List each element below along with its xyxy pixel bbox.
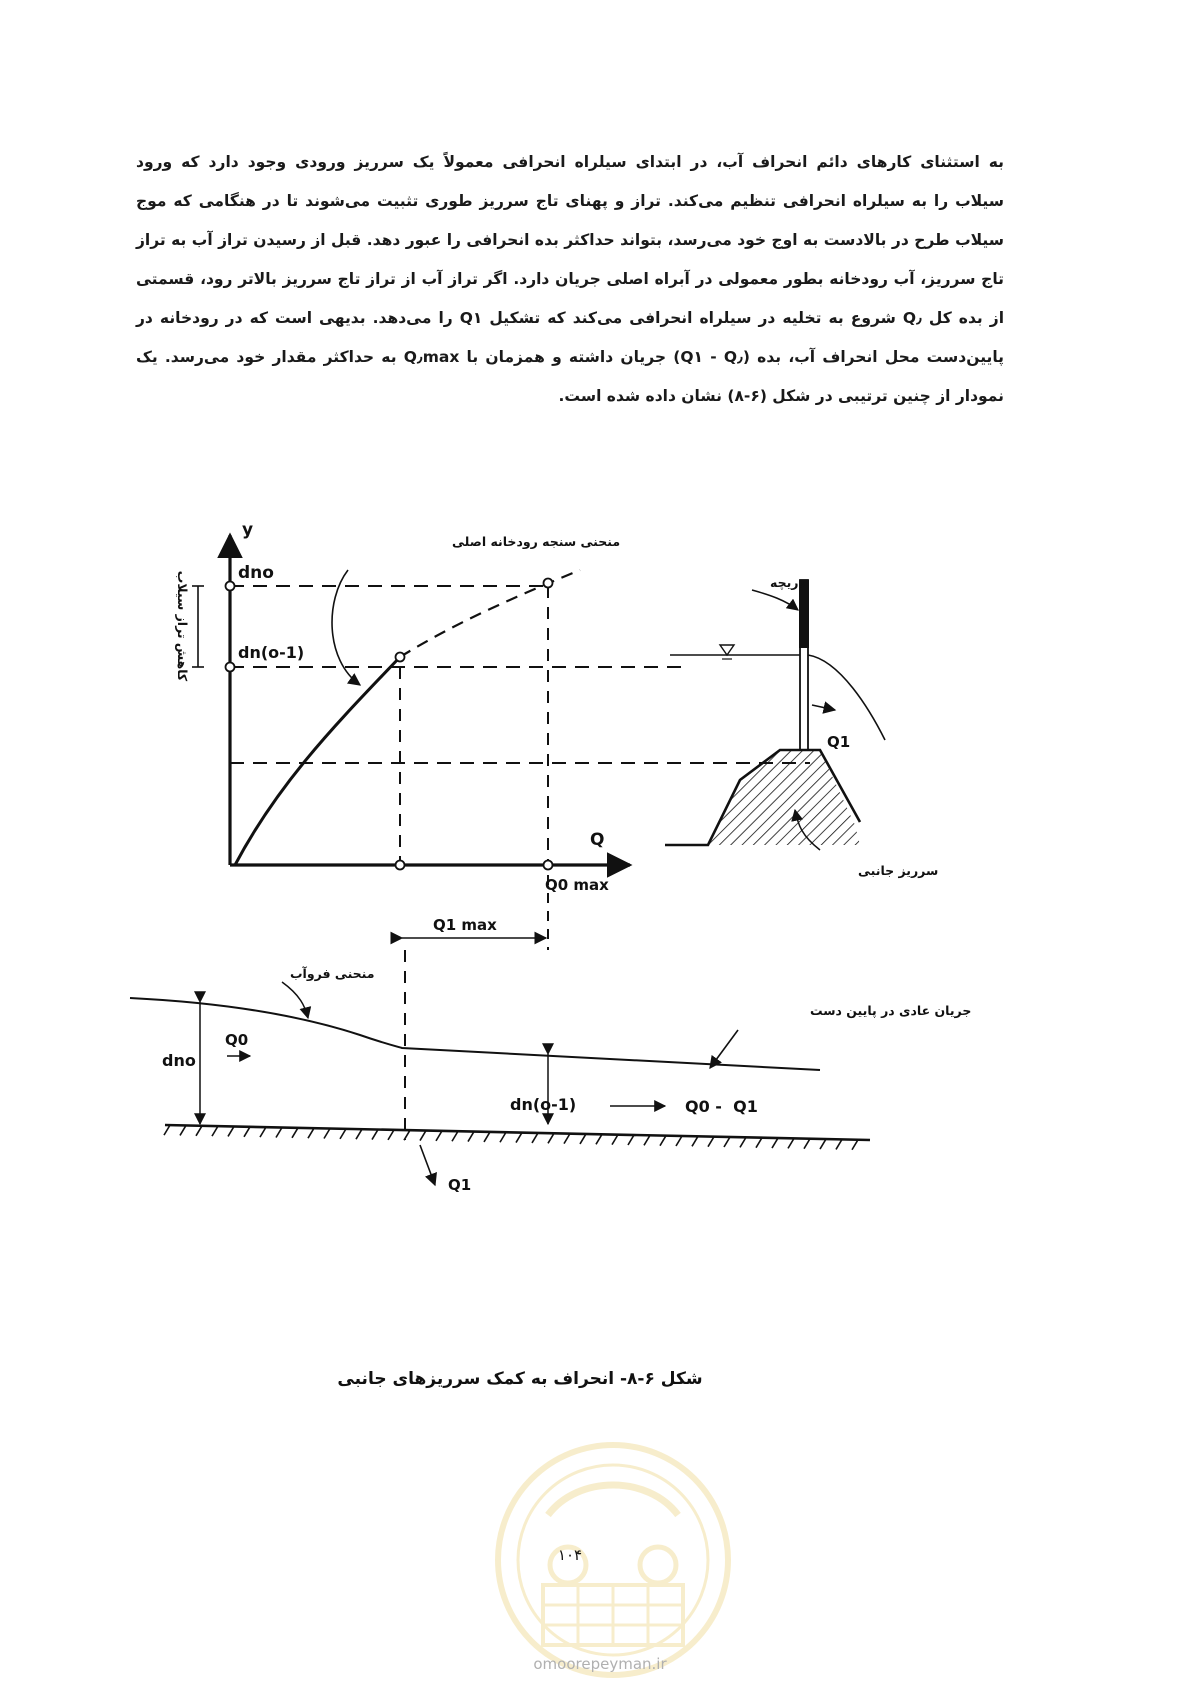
bed-hatch-tick [516,1133,522,1143]
bed-hatch-tick [692,1136,698,1146]
drawdown-pointer [282,982,308,1018]
q-axis-label: Q [590,830,605,850]
gate-label: دریچه [770,575,805,590]
figure-caption: شکل ۶-۸- انحراف به کمک سرریزهای جانبی [337,1369,703,1389]
q0max-label: Q0 max [545,876,609,894]
bed-hatch-tick [756,1138,762,1148]
bed-hatch-tick [500,1132,506,1142]
level-drop-label: کاهش تراز سیلاب [175,570,190,682]
body-paragraph [136,143,1004,416]
side-weir-section [665,575,938,878]
gate-pointer [752,590,798,610]
rating-curve-label: منحنی سنجه رودخانه اصلی [452,534,621,549]
bed-hatch-tick [772,1138,778,1148]
bed-hatch-tick [292,1128,298,1138]
bed-hatch-tick [404,1130,410,1140]
paragraph-line: پایین‌دست محل انحراف آب، بده (Q٫ - Q١) جریان داشته و همزمان با Q٫max به حداکثر مقدار خود می‌رسد. یک [136,348,1004,366]
q1-top-label: Q1 [827,733,851,751]
bed-hatch-tick [740,1137,746,1147]
point-dn-o1-curve [396,653,405,662]
side-weir-label: سرریز جانبی [858,863,939,878]
channel-bed [165,1125,870,1140]
bed-hatch-tick [564,1134,570,1144]
dno-label: dno [238,563,274,583]
point-dno-axis [226,582,235,591]
overflow-arrow [812,705,835,710]
bed-hatch-tick [372,1130,378,1140]
bed-hatch-tick [308,1128,314,1138]
side-weir-diagram [130,520,972,1300]
paragraph-line: به استثنای کارهای دائم انحراف آب، در ابتدای سیلراه انحرافی معمولاً یک سرریز ورودی وجود دارد که ورود [136,153,1004,171]
bed-hatch-tick [548,1133,554,1143]
point-q1-axis [396,861,405,870]
water-surface-triangle [720,645,734,655]
dno-bottom-label: dno [162,1051,196,1070]
bed-hatch-tick [356,1129,362,1139]
bed-hatch-tick [580,1134,586,1144]
drawdown-curve-label: منحنی فروآب [290,966,375,981]
bed-hatch-tick [596,1134,602,1144]
q1-bottom-arrow [420,1145,435,1185]
bed-hatch-tick [484,1132,490,1142]
bed-hatch-tick [340,1129,346,1139]
bed-hatch-tick [788,1138,794,1148]
point-dno-curve [544,579,553,588]
rating-curve [235,657,400,865]
dn-o1-label: dn(o-1) [238,643,305,662]
bed-hatch-tick [228,1126,234,1136]
bed-hatch-tick [468,1132,474,1142]
q1max-label: Q1 max [433,916,497,934]
bed-hatch-tick [388,1130,394,1140]
page-number: ۱۰۴ [557,1546,583,1564]
bed-hatch-tick [436,1131,442,1141]
bed-hatch-tick [660,1136,666,1146]
paragraph-line: تاج سرریز، آب رودخانه بطور معمولی در آبراه اصلی جریان دارد. اگر تراز آب از تراز تاج سرریز بالاتر رود، قسمتی [136,270,1004,288]
paragraph-line: از بده کل Q٫ شروع به تخلیه در سیلراه انحرافی می‌کند که تشکیل Q١ را می‌دهد. بدیهی است که در رودخانه در [136,309,1005,327]
q0-bottom-label: Q0 [225,1031,249,1049]
bed-hatch-tick [180,1125,186,1135]
overflow-nappe [808,655,885,740]
point-dn-o1-axis [226,663,235,672]
gate-top [799,580,809,648]
bed-hatch-tick [212,1126,218,1136]
bed-hatch-tick [260,1127,266,1137]
bed-hatch-tick [244,1127,250,1137]
paragraph-line: نمودار از چنین ترتیبی در شکل (۶-۸) نشان داده شده است. [558,387,1004,405]
bed-hatch-tick [612,1135,618,1145]
rating-curve-graph [175,520,810,950]
bed-hatch-tick [724,1137,730,1147]
point-q0max-axis [544,861,553,870]
normal-flow-pointer [710,1030,738,1068]
paragraph-line: سیلاب طرح در بالادست به اوج خود می‌رسد، بتواند حداکثر بده انحرافی را عبور دهد. قبل از رسیدن تراز آب به تراز [136,231,1004,249]
bed-hatch-tick [644,1135,650,1145]
q1-bottom-label: Q1 [448,1176,472,1194]
bed-hatch-tick [164,1125,170,1135]
bed-hatch-tick [628,1135,634,1145]
q0-minus-q1-label: Q0 - Q1 [685,1097,758,1116]
longitudinal-profile [130,950,971,1194]
paragraph-line: سیلاب را به سیلراه انحرافی تنظیم می‌کند. تراز و پهنای تاج سرریز طوری تثبیت می‌شوند تا در هنگامی که موج [136,192,1004,210]
bed-hatch-tick [196,1126,202,1136]
bed-hatch-tick [804,1139,810,1149]
bed-hatch-tick [324,1129,330,1139]
y-axis-label: y [242,520,254,540]
dn-o1-bottom-label: dn(o-1) [510,1095,577,1114]
bed-hatch-tick [452,1131,458,1141]
bed-hatch-tick [532,1133,538,1143]
bed-hatch-tick [676,1136,682,1146]
bed-hatch-tick [852,1140,858,1150]
bed-hatch-tick [420,1131,426,1141]
site-watermark: omoorepeyman.ir [533,1655,667,1673]
normal-flow-label: جریان عادی در پایین دست [810,1003,972,1018]
bed-hatch-tick [708,1137,714,1147]
bed-hatch-tick [820,1139,826,1149]
bed-hatch-tick [836,1139,842,1149]
bed-hatch-tick [276,1127,282,1137]
